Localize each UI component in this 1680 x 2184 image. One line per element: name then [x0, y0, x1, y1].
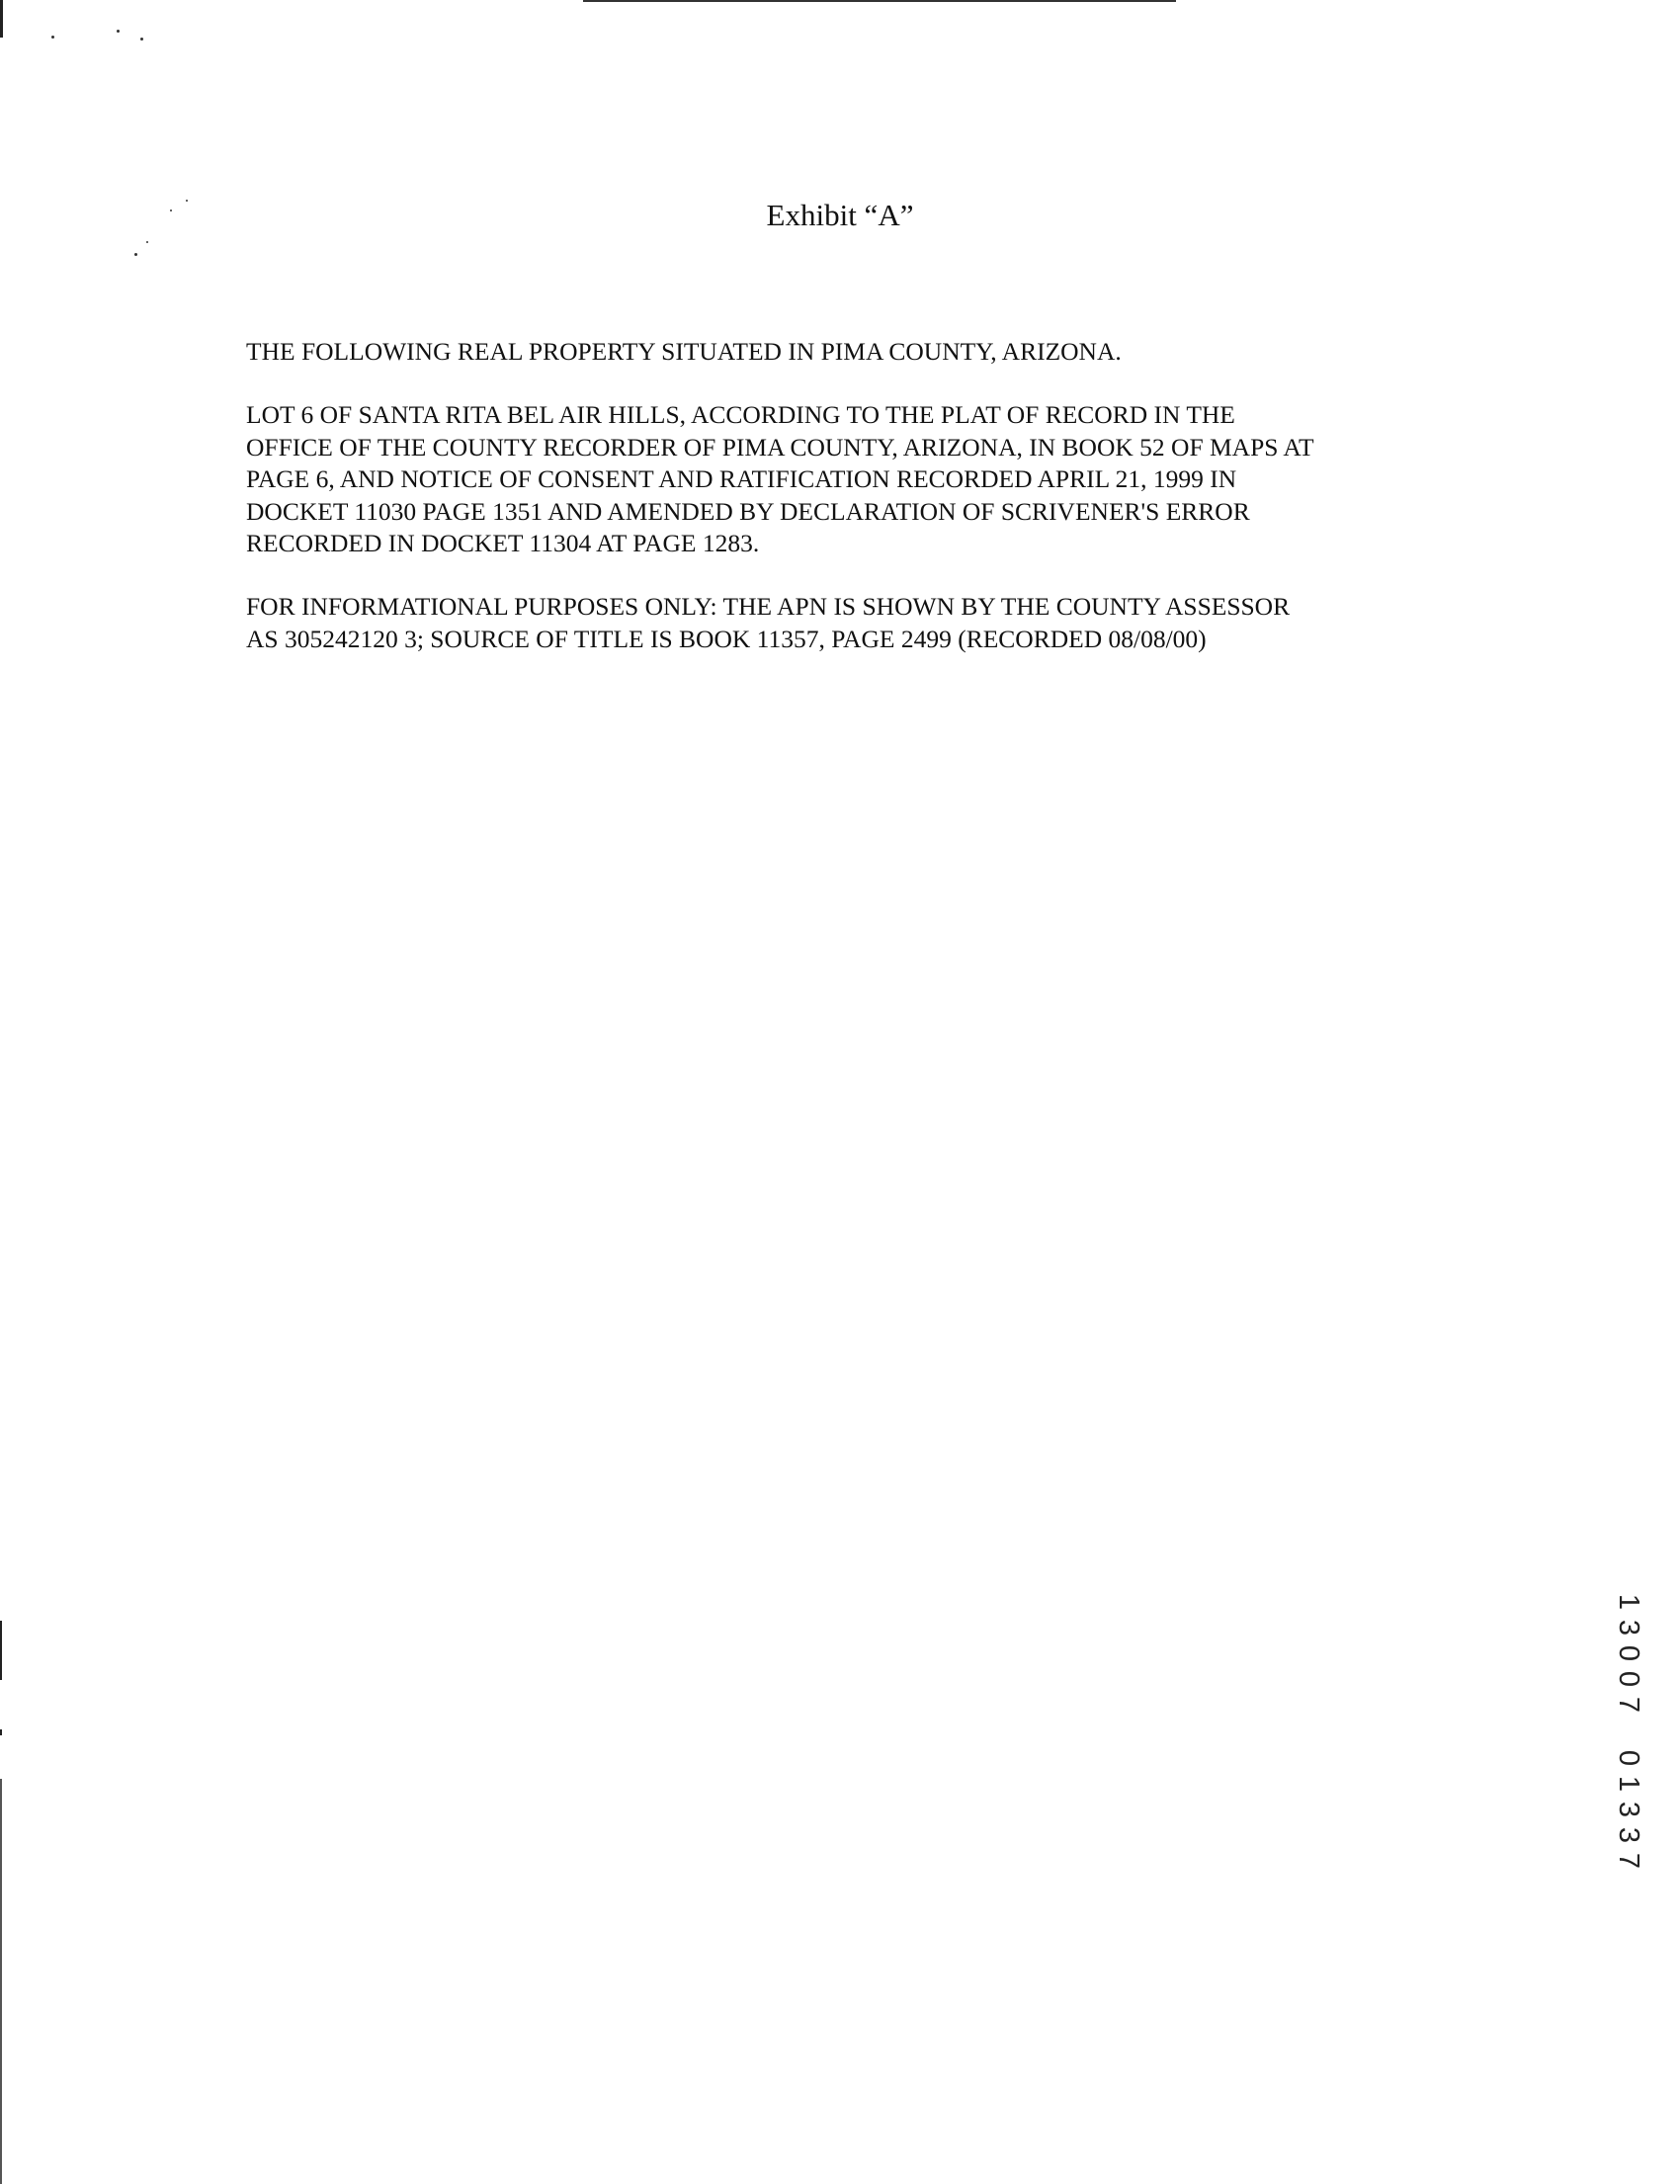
paragraph-line: AS 305242120 3; SOURCE OF TITLE IS BOOK 11357, PAGE 2499 (RECORDED 08/08/00) [246, 624, 1207, 653]
stamp-digit: 0 [1613, 1670, 1644, 1688]
stamp-digit: 1 [1613, 1775, 1644, 1793]
scan-edge-mark [0, 1779, 2, 2184]
informational-paragraph [246, 591, 1462, 655]
paragraph-line: THE FOLLOWING REAL PROPERTY SITUATED IN PIMA COUNTY, ARIZONA. [246, 337, 1122, 366]
paragraph-line: LOT 6 OF SANTA RITA BEL AIR HILLS, ACCORDING TO THE PLAT OF RECORD IN THE [246, 400, 1235, 429]
scan-top-rule [583, 0, 1176, 2]
paragraph-line: FOR INFORMATIONAL PURPOSES ONLY: THE APN IS SHOWN BY THE COUNTY ASSESSOR [246, 592, 1291, 621]
stamp-digit: 3 [1613, 1619, 1644, 1637]
stamp-digit: 0 [1613, 1644, 1644, 1662]
exhibit-title: Exhibit “A” [766, 198, 914, 232]
scan-speck [134, 253, 137, 256]
stamp-digit: 7 [1613, 1696, 1644, 1714]
scan-speck [140, 38, 143, 41]
stamp-digit: 0 [1613, 1749, 1644, 1767]
scan-speck [117, 30, 120, 33]
scan-edge-mark [0, 1729, 2, 1735]
paragraph-line: RECORDED IN DOCKET 11304 AT PAGE 1283. [246, 529, 760, 557]
stamp-digit: 1 [1613, 1593, 1644, 1611]
property-intro-paragraph [246, 336, 1462, 369]
stamp-digit: 3 [1613, 1801, 1644, 1818]
recording-number-stamp [1609, 1589, 1648, 1874]
stamp-digit: 3 [1613, 1826, 1644, 1844]
stamp-digit: 7 [1613, 1852, 1644, 1870]
scan-speck [51, 36, 54, 39]
paragraph-line: DOCKET 11030 PAGE 1351 AND AMENDED BY DECLARATION OF SCRIVENER'S ERROR [246, 496, 1250, 526]
paragraph-line: OFFICE OF THE COUNTY RECORDER OF PIMA COUNTY, ARIZONA, IN BOOK 52 OF MAPS AT [246, 432, 1314, 462]
scan-edge-mark [0, 1621, 2, 1680]
legal-description-paragraph [246, 399, 1462, 560]
scan-edge-mark [0, 0, 3, 38]
paragraph-line: PAGE 6, AND NOTICE OF CONSENT AND RATIFICATION RECORDED APRIL 21, 1999 IN [246, 464, 1237, 493]
scan-speck [146, 241, 148, 243]
